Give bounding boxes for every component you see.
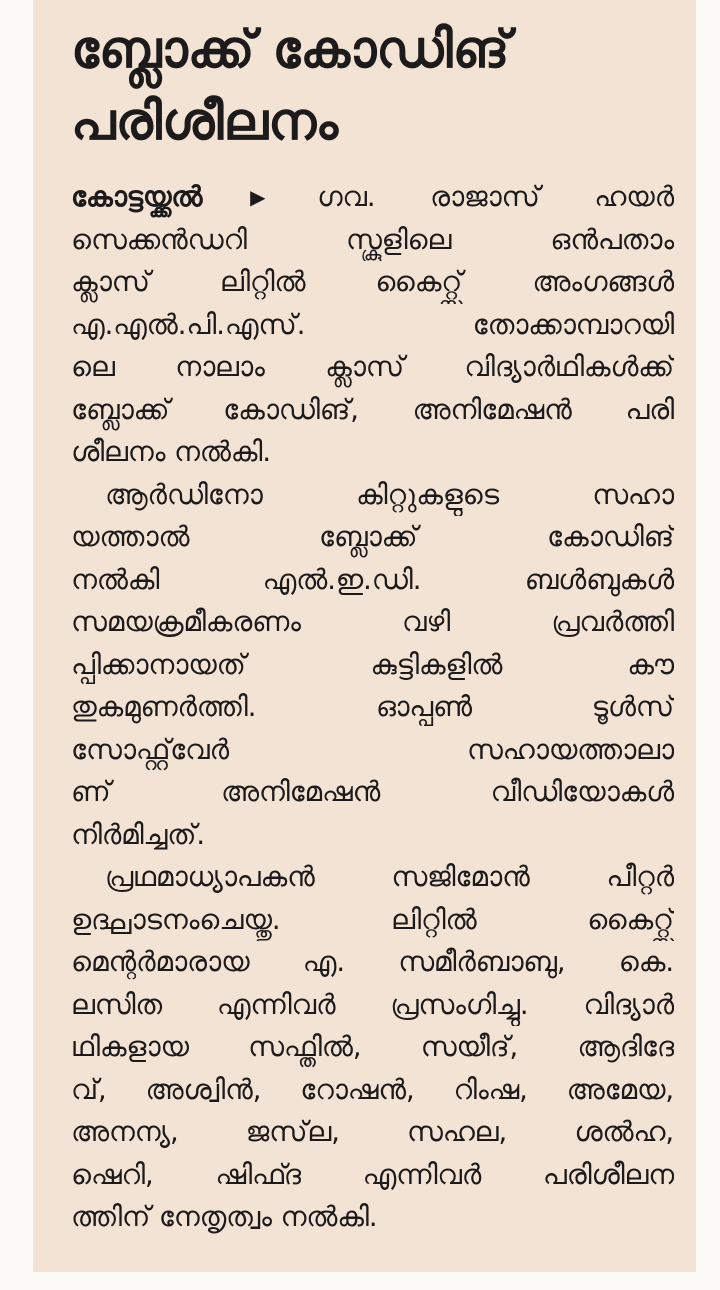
- headline-line-1: ബ്ലോക്ക് കോഡിങ്: [71, 20, 510, 80]
- paragraph-2-line-4: സമയക്രമീകരണം വഴി പ്രവർത്തി: [71, 605, 674, 638]
- paragraph-2-line-3: നൽകി എൽ.ഇ.ഡി. ബൾബുകൾ: [71, 562, 674, 596]
- paragraph-3-line-7: അനന്യ, ജസ്‌ല, സഹല, ശൽഹ,: [71, 1115, 674, 1148]
- paragraph-2-line-7: സോഫ്റ്റ്‌വേർ സഹായത്താലാ: [71, 732, 674, 766]
- paragraph-3-line-3: മെന്റർമാരായ എ. സമീർബാബു, കെ.: [71, 945, 674, 978]
- headline: [71, 14, 674, 158]
- paragraph-2: [71, 474, 674, 857]
- paragraph-2-line-8: ണ് അനിമേഷൻ വീഡിയോകൾ: [71, 775, 674, 808]
- article-body: [71, 176, 674, 1239]
- paragraph-3-line-6: വ്, അശ്വിൻ, റോഷൻ, റിംഷ, അമേയ,: [71, 1072, 674, 1106]
- newspaper-clipping: [33, 0, 696, 1272]
- paragraph-1-line-1: [71, 176, 674, 219]
- dateline-arrow-icon: ▶: [204, 185, 312, 209]
- paragraph-3-line-1: പ്രഥമാധ്യാപകൻ സജിമോൻ പീറ്റർ: [105, 860, 674, 893]
- dateline-place: കോട്ടയ്ക്കൽ: [71, 180, 203, 213]
- paragraph-3-line-2: ഉദ്ഘാടനംചെയ്തു. ലിറ്റിൽ കൈറ്റ്സ്: [71, 902, 674, 936]
- paragraph-3-line-4: ലസിത എന്നിവർ പ്രസംഗിച്ചു. വിദ്യാർ: [71, 987, 674, 1021]
- paragraph-1-line-6: ബ്ലോക്ക് കോഡിങ്, അനിമേഷൻ പരി: [71, 392, 674, 426]
- paragraph-1-line-7: ശീലനം നൽകി.: [71, 435, 271, 468]
- paragraph-2-line-9: നിർമിച്ചത്.: [71, 817, 205, 851]
- paragraph-3-line-5: ഥികളായ സഫ്തിൽ, സയീദ്, ആദിദേ: [71, 1030, 674, 1063]
- paragraph-1-line-5: ലെ നാലാം ക്ലാസ് വിദ്യാർഥികൾക്ക്: [71, 350, 674, 383]
- paragraph-3-line-9: ത്തിന് നേതൃത്വം നൽകി.: [71, 1200, 378, 1233]
- paragraph-2-line-2: യത്താൽ ബ്ലോക്ക് കോഡിങ്: [71, 520, 674, 553]
- paragraph-1-line-3: ക്ലാസ് ലിറ്റിൽ കൈറ്റ്സ് അംഗങ്ങൾ: [71, 265, 674, 298]
- paragraph-1-line-4: എ.എൽ.പി.എസ്. തോക്കാമ്പാറയി: [71, 307, 674, 341]
- paragraph-3: [71, 856, 674, 1239]
- paragraph-1-line-2: സെക്കൻഡറി സ്കൂളിലെ ഒൻപതാം: [71, 222, 674, 256]
- paragraph-2-line-1: ആർഡിനോ കിറ്റുകളുടെ സഹാ: [105, 477, 674, 511]
- paragraph-2-line-6: തുകമുണർത്തി. ഓപ്പൺ ടൂൾസ്: [71, 690, 674, 723]
- paragraph-1-line-1-text: ഗവ. രാജാസ് ഹയർ: [317, 180, 674, 213]
- paragraph-2-line-5: പ്പിക്കാനായത് കുട്ടികളിൽ കൗ: [71, 647, 674, 681]
- paragraph-3-line-8: ഷെറി, ഷിഫ്ദ എന്നിവർ പരിശീലന: [71, 1157, 674, 1191]
- paragraph-1: [71, 176, 674, 474]
- headline-line-2: പരിശീലനം: [71, 92, 339, 152]
